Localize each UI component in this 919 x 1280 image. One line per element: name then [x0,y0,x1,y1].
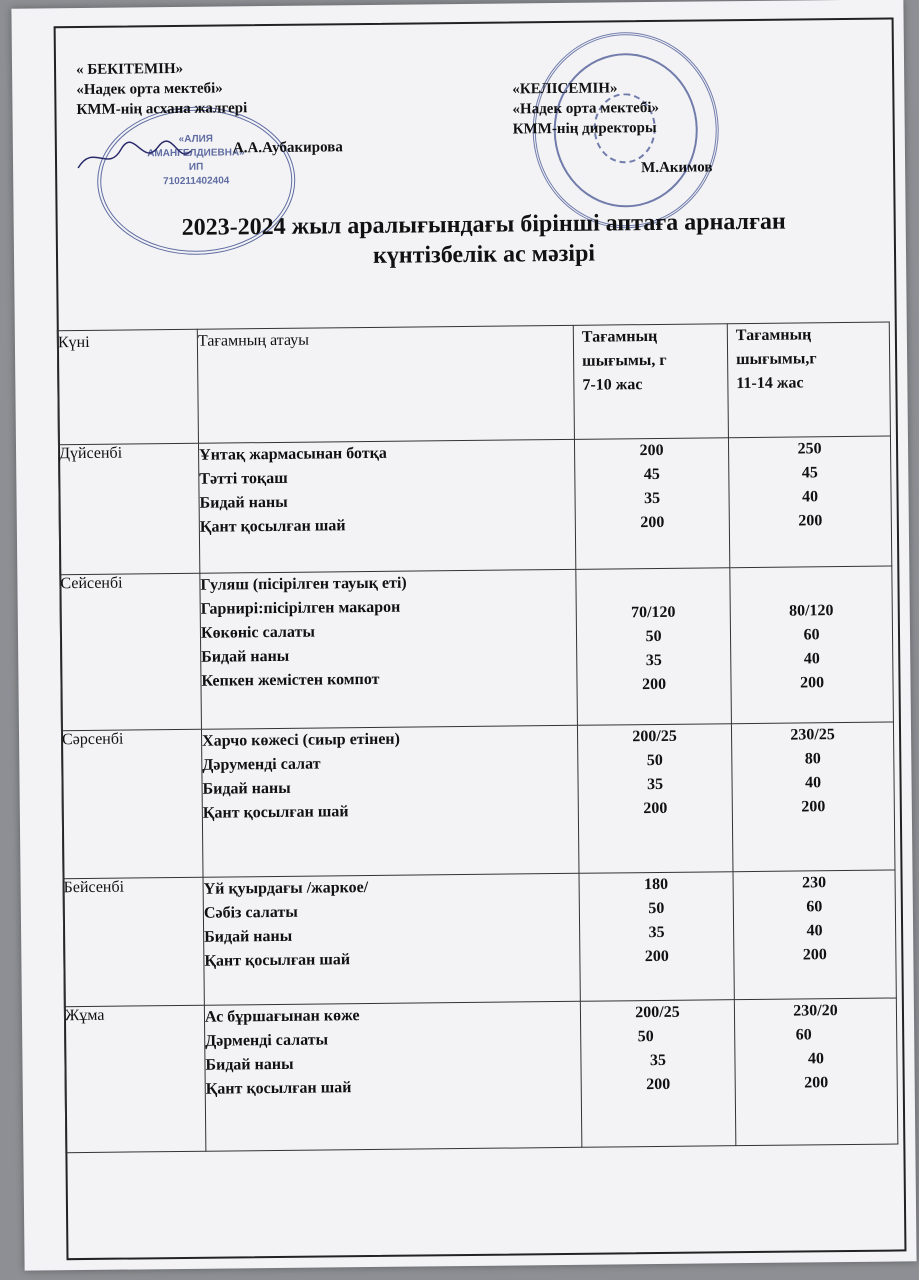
qty-11-14-cell [730,566,894,724]
dish-name: Дәрменді салаты [205,1031,329,1050]
qty-11-14-cell [731,722,895,872]
table-header-row [57,322,890,445]
qty-value: 80/120 [788,602,834,620]
qty-value: 230 [802,874,827,892]
dish-name: Кепкен жемістен компот [201,670,380,690]
qty-value: 200 [799,674,825,692]
qty-value: 200 [801,798,826,816]
header-text: шығымы,г [736,350,817,369]
qty-value: 200 [641,675,667,694]
qty-value: 40 [806,922,823,940]
qty-11-14-cell [728,436,891,568]
dish-name: Тәтті тоқаш [199,469,288,488]
dish-cell [204,1001,582,1151]
qty-value: 40 [803,650,820,668]
qty-value: 35 [645,651,662,670]
qty-value: 50 [648,899,665,918]
qty-value: 60 [803,626,820,644]
dish-name: Көкөніс салаты [200,623,315,642]
header-text: 7-10 жас [582,376,643,394]
qty-value: 200 [798,512,823,530]
menu-table [57,322,899,1154]
day-cell: Жұма [64,1005,206,1152]
agreement-org: «Надек орта мектебі» [512,99,660,118]
dish-name: Қант қосылған шай [202,803,349,822]
qty-value: 35 [643,489,661,508]
qty-value: 200 [802,946,827,964]
qty-value: 40 [801,488,819,506]
dish-name: Гуляш (пісірілген тауық еті) [200,574,407,594]
qty-value: 70/120 [630,603,676,622]
qty-7-10-cell [580,1000,736,1148]
header-qty-11-14 [727,322,890,438]
qty-7-10-cell [576,568,732,726]
qty-value: 180 [644,875,669,894]
document-title [74,205,895,274]
day-cell: Сейсенбі [60,573,202,730]
qty-value: 45 [643,465,660,484]
qty-value: 200 [644,947,669,966]
qty-value: 45 [801,464,818,482]
day-cell: Дүйсенбі [58,443,199,574]
table-row [60,566,894,731]
day-cell: Бейсенбі [63,877,204,1006]
qty-value: 35 [648,923,665,942]
header-text: шығымы, г [582,351,667,370]
signature-mark [73,137,193,178]
qty-value: 40 [807,1050,825,1068]
header-text: Тағамның [735,326,812,345]
qty-value: 35 [649,1051,667,1070]
qty-value: 200 [640,513,665,532]
qty-7-10-cell [579,872,734,1002]
qty-11-14-cell [734,998,898,1146]
approval-role: КММ-нің асхана жалгері [76,100,248,119]
qty-value: 200 [646,1075,671,1094]
qty-value: 35 [646,775,664,794]
dish-name: Дәруменді салат [202,755,321,774]
qty-value: 250 [797,440,822,458]
dish-name: Сәбіз салаты [203,903,298,922]
agreement-role: КММ-нің директоры [512,119,657,138]
qty-value: 80 [804,750,821,768]
approval-org: «Надек орта мектебі» [76,80,223,99]
qty-value: 200 [639,441,664,460]
qty-7-10-cell [574,438,729,570]
agreement-title: «КЕЛІСЕМІН» [512,80,618,98]
dish-name: Бидай наны [204,927,293,946]
header-qty-7-10 [573,324,728,440]
title-line: күнтізбелік ас мәзірі [372,240,596,269]
qty-value: 200/25 [635,1003,680,1022]
header-text: 11-14 жас [736,374,804,393]
dish-name: Бидай наны [205,1055,294,1074]
table-row [64,998,897,1153]
qty-value: 200 [804,1074,829,1092]
qty-value: 200/25 [632,727,677,746]
qty-value: 60 [795,1026,812,1044]
dish-name: Гарнирі:пісірілген макарон [200,598,401,618]
header-dish: Тағамның атауы [197,325,574,443]
day-cell: Сәрсенбі [61,729,203,878]
qty-value: 50 [645,627,662,646]
dish-name: Бидай наны [199,493,288,512]
agreement-name: М.Акимов [641,159,713,177]
qty-value: 200 [643,799,668,818]
dish-name: Бидай наны [202,779,291,798]
dish-cell [201,725,579,877]
stamp-line: АМАНГЕЛДИЕВНА» [147,147,245,160]
qty-7-10-cell [577,724,733,874]
table-row [58,436,891,575]
dish-name: Ұнтақ жармасынан ботқа [199,444,387,464]
title-line: 2023-2024 жыл аралығындағы бірінші аптаға арналған [181,208,786,241]
dish-cell [203,873,580,1005]
approval-name: А.А.Аубакирова [232,139,343,157]
table-row [63,870,896,1007]
stamp-line: 710211402404 [163,175,230,188]
dish-name: Бидай наны [201,647,290,666]
table-row [61,722,895,879]
qty-value: 230/20 [793,1002,838,1020]
stamp-line: ИП [188,161,204,173]
qty-value: 50 [637,1028,654,1046]
dish-name: Үй қуырдағы /жаркое/ [203,879,369,898]
header-day: Күні [57,329,198,444]
dish-cell [198,439,575,573]
dish-name: Ас бұршағынан көже [204,1007,360,1026]
qty-value: 230/25 [790,726,835,744]
header-text: Тағамның [581,327,658,346]
qty-value: 60 [806,898,823,916]
dish-name: Қант қосылған шай [205,1079,352,1098]
agreement-block [512,78,713,177]
dish-name: Қант қосылған шай [199,517,346,536]
qty-value: 40 [804,774,822,792]
qty-11-14-cell [733,870,896,1000]
dish-cell [200,569,578,729]
dish-name: Харчо көжесі (сиыр етінен) [202,730,401,750]
dish-name: Қант қосылған шай [204,951,351,970]
approval-title: « БЕКІТЕМІН» [75,60,184,79]
document-sheet [11,0,916,1271]
qty-value: 50 [646,751,663,770]
stamp-line: «АЛИЯ [178,133,213,145]
